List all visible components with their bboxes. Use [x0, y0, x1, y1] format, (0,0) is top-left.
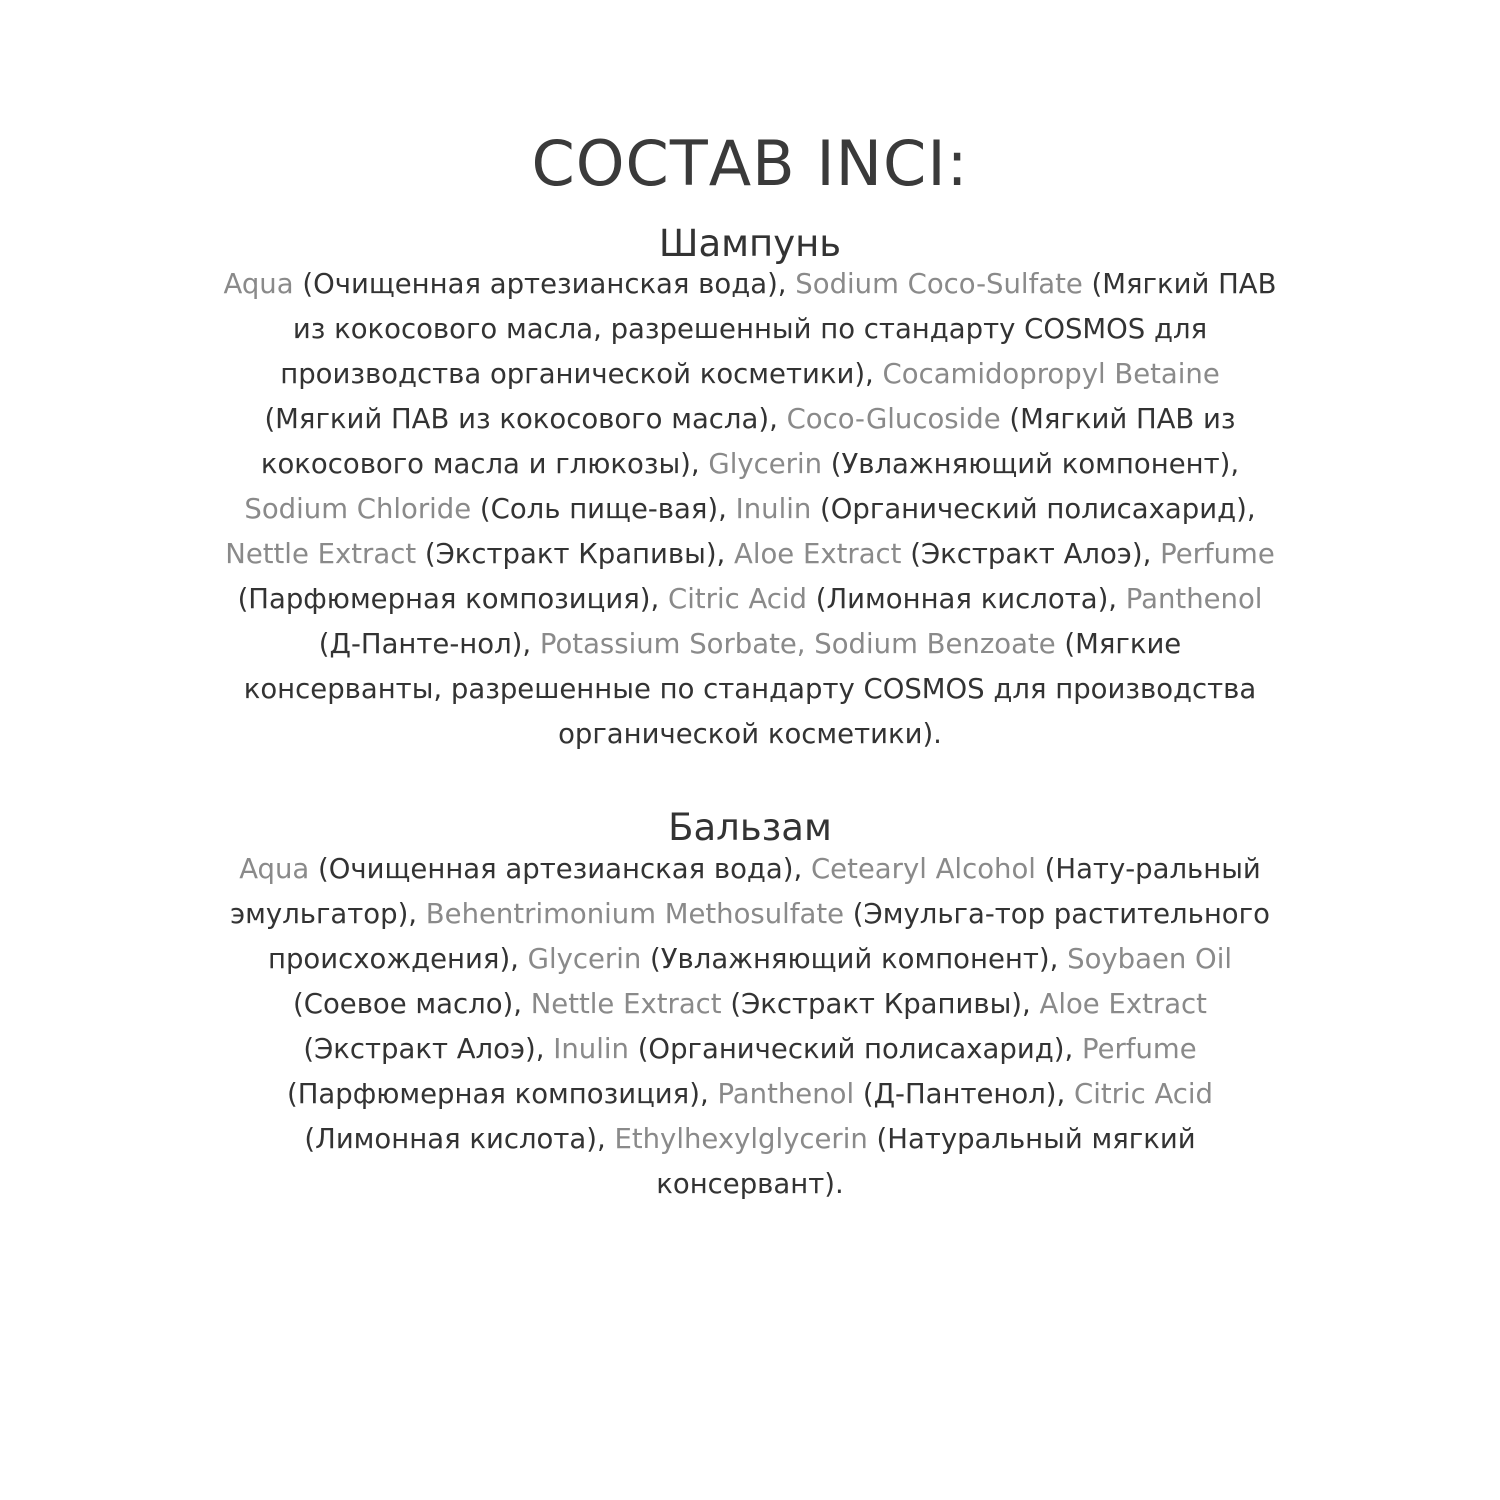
- ingredient-inci-name: Aloe Extract: [734, 538, 902, 570]
- ingredient-description: (Лимонная кислота),: [304, 1123, 615, 1155]
- ingredient-description: (Соль пище-вая),: [471, 493, 736, 525]
- ingredient-inci-name: Cetearyl Alcohol: [810, 853, 1036, 885]
- ingredient-description: (Эмульга-тор растительного происхождения),: [268, 898, 1270, 975]
- ingredient-description: (Экстракт Крапивы),: [416, 538, 735, 570]
- ingredient-description: (Очищенная артезианская вода),: [293, 268, 796, 300]
- ingredient-inci-name: Soybaen Oil: [1067, 943, 1232, 975]
- ingredient-inci-name: Cocamidopropyl Betaine: [882, 358, 1220, 390]
- ingredient-description: (Д-Пантенол),: [854, 1078, 1075, 1110]
- ingredient-inci-name: Inulin: [553, 1033, 629, 1065]
- ingredient-inci-name: Glycerin: [527, 943, 642, 975]
- ingredient-description: (Парфюмерная композиция),: [286, 1078, 718, 1110]
- ingredient-description: (Экстракт Алоэ),: [303, 1033, 554, 1065]
- ingredient-description: (Соевое масло),: [293, 988, 531, 1020]
- ingredient-inci-name: Perfume: [1160, 538, 1275, 570]
- ingredient-description: (Органический полисахарид),: [811, 493, 1256, 525]
- ingredient-inci-name: Citric Acid: [668, 583, 807, 615]
- ingredient-inci-name: Nettle Extract: [530, 988, 722, 1020]
- ingredient-description: (Органический полисахарид),: [628, 1033, 1082, 1065]
- ingredient-inci-name: Aqua: [239, 853, 310, 885]
- ingredient-inci-name: Behentrimonium Methosulfate: [425, 898, 845, 930]
- ingredient-inci-name: Nettle Extract: [225, 538, 417, 570]
- ingredient-list-shampoo: [220, 262, 1280, 757]
- ingredient-description: (Увлажняющий компонент),: [822, 448, 1240, 480]
- ingredient-description: (Увлажняющий компонент),: [641, 943, 1068, 975]
- section-heading-shampoo: Шампунь: [658, 222, 842, 265]
- ingredient-inci-name: Ethylhexylglycerin: [614, 1123, 868, 1155]
- ingredient-description: (Мягкий ПАВ из кокосового масла, разрешенный по стандарту COSMOS для производства органической косметики),: [280, 268, 1277, 390]
- page-title: СОСТАВ INCI:: [531, 127, 969, 200]
- ingredient-description: (Экстракт Алоэ),: [901, 538, 1161, 570]
- ingredient-inci-name: Potassium Sorbate, Sodium Benzoate: [539, 628, 1056, 660]
- ingredient-description: (Мягкий ПАВ из кокосового масла и глюкозы),: [260, 403, 1236, 480]
- ingredient-inci-name: Glycerin: [708, 448, 823, 480]
- section-heading-balm: Бальзам: [668, 806, 832, 849]
- ingredient-inci-name: Aqua: [223, 268, 294, 300]
- ingredient-inci-name: Aloe Extract: [1039, 988, 1207, 1020]
- ingredient-description: (Д-Панте-нол),: [318, 628, 540, 660]
- ingredient-inci-name: Coco-Glucoside: [786, 403, 1001, 435]
- ingredient-inci-name: Perfume: [1081, 1033, 1197, 1065]
- ingredient-description: (Нату-ральный эмульгатор),: [230, 853, 1261, 930]
- ingredient-inci-name: Panthenol: [717, 1078, 855, 1110]
- ingredient-description: (Лимонная кислота),: [807, 583, 1126, 615]
- ingredient-list-balm: [220, 847, 1280, 1207]
- ingredient-description: (Парфюмерная композиция),: [237, 583, 669, 615]
- ingredient-description: (Натуральный мягкий консервант).: [656, 1123, 1196, 1200]
- ingredient-description: (Мягкие консерванты, разрешенные по стандарту COSMOS для производства органической косметики).: [243, 628, 1257, 750]
- ingredient-description: (Мягкий ПАВ из кокосового масла),: [264, 403, 787, 435]
- ingredient-inci-name: Inulin: [735, 493, 812, 525]
- ingredient-description: (Очищенная артезианская вода),: [309, 853, 811, 885]
- ingredient-inci-name: Panthenol: [1125, 583, 1263, 615]
- ingredient-inci-name: Sodium Coco-Sulfate: [795, 268, 1083, 300]
- ingredient-inci-name: Sodium Chloride: [244, 493, 472, 525]
- ingredient-inci-name: Citric Acid: [1074, 1078, 1213, 1110]
- ingredient-description: (Экстракт Крапивы),: [721, 988, 1040, 1020]
